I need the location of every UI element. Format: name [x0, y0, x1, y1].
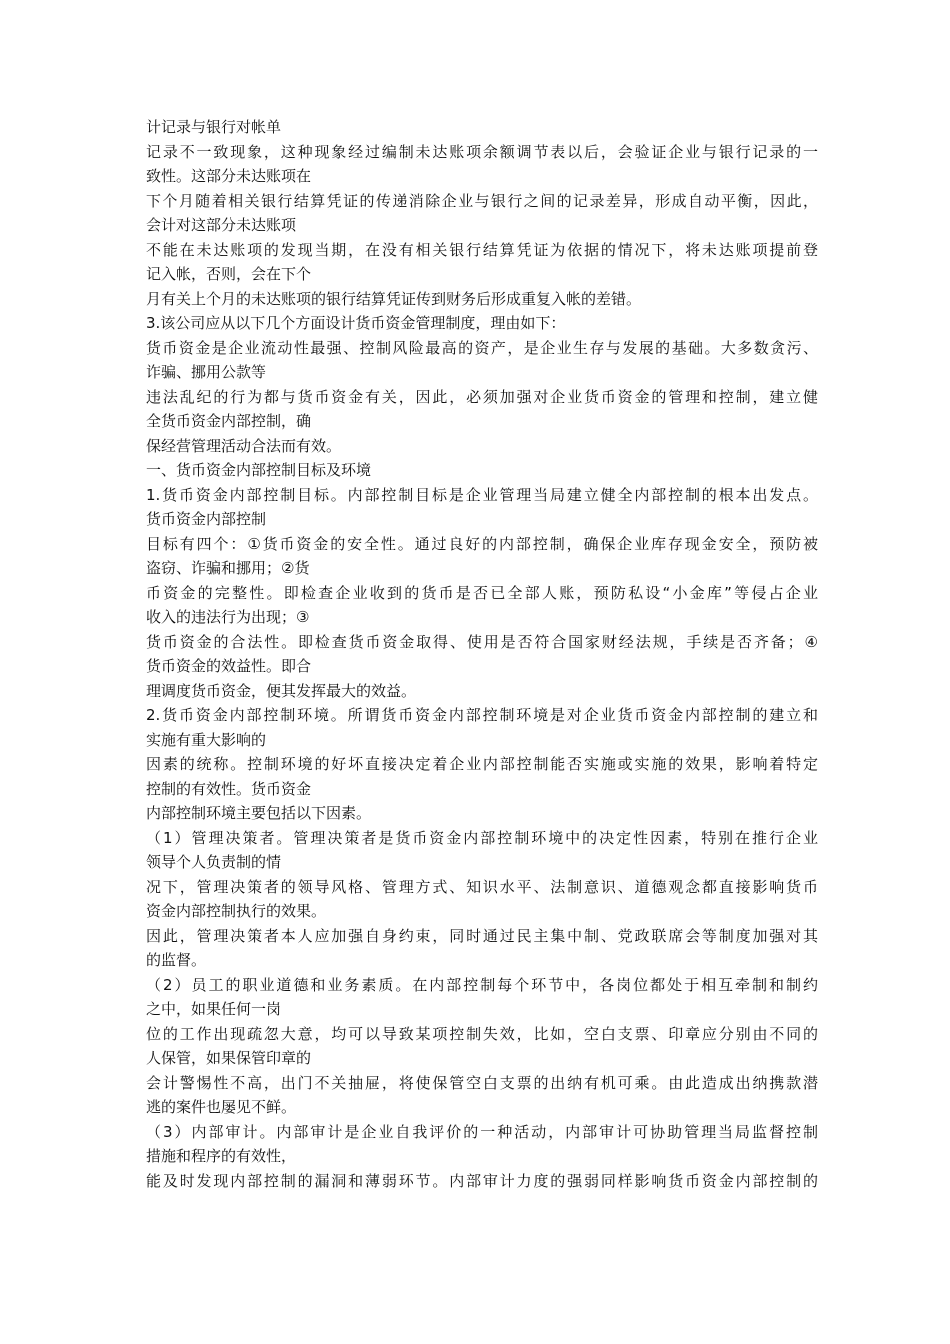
- text-line: 能及时发现内部控制的漏洞和薄弱环节。内部审计力度的强弱同样影响货币资金内部控制的: [146, 1171, 818, 1190]
- text-line: 3.该公司应从以下几个方面设计货币资金管理制度，理由如下：: [146, 314, 566, 332]
- text-line: 记录不一致现象，这种现象经过编制未达账项余额调节表以后，会验证企业与银行记录的一: [146, 142, 818, 161]
- text-line: 保经营管理活动合法而有效。: [146, 436, 342, 455]
- text-line: 违法乱纪的行为都与货币资金有关，因此，必须加强对企业货币资金的管理和控制，建立健: [146, 387, 818, 406]
- text-line: 会计对这部分未达账项: [146, 216, 297, 234]
- text-line: 货币资金内部控制: [146, 510, 267, 528]
- text-line: 一、货币资金内部控制目标及环境: [146, 461, 372, 479]
- text-line: 币资金的完整性。即检查企业收到的货币是否已全部人账，预防私设“小金库”等侵占企业: [146, 583, 818, 602]
- text-line: 致性。这部分未达账项在: [146, 167, 312, 185]
- text-line: 货币资金是企业流动性最强、控制风险最高的资产，是企业生存与发展的基础。大多数贪污、: [146, 338, 818, 357]
- text-line: 内部控制环境主要包括以下因素。: [146, 804, 372, 822]
- text-line: 1.货币资金内部控制目标。内部控制目标是企业管理当局建立健全内部控制的根本出发点。: [146, 485, 818, 504]
- text-line: 不能在未达账项的发现当期，在没有相关银行结算凭证为依据的情况下，将未达账项提前登: [146, 240, 818, 259]
- text-line: 会计警惕性不高，出门不关抽屉，将使保管空白支票的出纳有机可乘。由此造成出纳携款潜: [146, 1073, 818, 1092]
- text-line: 资金内部控制执行的效果。: [146, 902, 327, 920]
- text-line: 理调度货币资金，便其发挥最大的效益。: [146, 681, 417, 700]
- text-line: 实施有重大影响的: [146, 730, 267, 749]
- text-line: 目标有四个：①货币资金的安全性。通过良好的内部控制，确保企业库存现金安全，预防被: [146, 534, 818, 553]
- text-line: 收入的违法行为出现；③: [146, 608, 310, 626]
- text-line: 下个月随着相关银行结算凭证的传递消除企业与银行之间的记录差异，形成自动平衡，因此，: [146, 191, 818, 210]
- text-line: 因此，管理决策者本人应加强自身约束，同时通过民主集中制、党政联席会等制度加强对其: [146, 926, 818, 945]
- text-line: 的监督。: [146, 951, 207, 969]
- text-line: 人保管，如果保管印章的: [146, 1049, 312, 1067]
- text-line: 之中，如果任何一岗: [146, 1000, 282, 1018]
- text-line: 计记录与银行对帐单: [146, 118, 282, 136]
- text-line: （3）内部审计。内部审计是企业自我评价的一种活动，内部审计可协助管理当局监督控制: [146, 1122, 818, 1141]
- text-line: 位的工作出现疏忽大意，均可以导致某项控制失效，比如，空白支票、印章应分别由不同的: [146, 1024, 818, 1043]
- text-line: 诈骗、挪用公款等: [146, 363, 267, 381]
- text-line: （2）员工的职业道德和业务素质。在内部控制每个环节中，各岗位都处于相互牵制和制约: [146, 975, 818, 994]
- text-line: 记入帐，否则，会在下个: [146, 265, 312, 283]
- text-line: 货币资金的效益性。即合: [146, 657, 312, 675]
- text-line: 货币资金的合法性。即检查货币资金取得、使用是否符合国家财经法规，手续是否齐备；④: [146, 632, 818, 651]
- text-line: 2.货币资金内部控制环境。所谓货币资金内部控制环境是对企业货币资金内部控制的建立和: [146, 706, 818, 724]
- text-line: 月有关上个月的未达账项的银行结算凭证传到财务后形成重复入帐的差错。: [146, 289, 642, 308]
- text-line: 控制的有效性。货币资金: [146, 779, 312, 798]
- text-line: 领导个人负责制的情: [146, 853, 282, 871]
- text-line: 措施和程序的有效性，: [146, 1147, 297, 1165]
- text-line: （1）管理决策者。管理决策者是货币资金内部控制环境中的决定性因素，特别在推行企业: [146, 828, 818, 847]
- text-line: 全货币资金内部控制，确: [146, 412, 312, 430]
- document-body: [146, 115, 818, 1193]
- text-line: 盗窃、诈骗和挪用；②货: [146, 559, 310, 577]
- text-line: 因素的统称。控制环境的好坏直接决定着企业内部控制能否实施或实施的效果，影响着特定: [146, 755, 818, 773]
- text-line: 逃的案件也屡见不鲜。: [146, 1098, 297, 1116]
- text-line: 况下，管理决策者的领导风格、管理方式、知识水平、法制意识、道德观念都直接影响货币: [146, 877, 818, 896]
